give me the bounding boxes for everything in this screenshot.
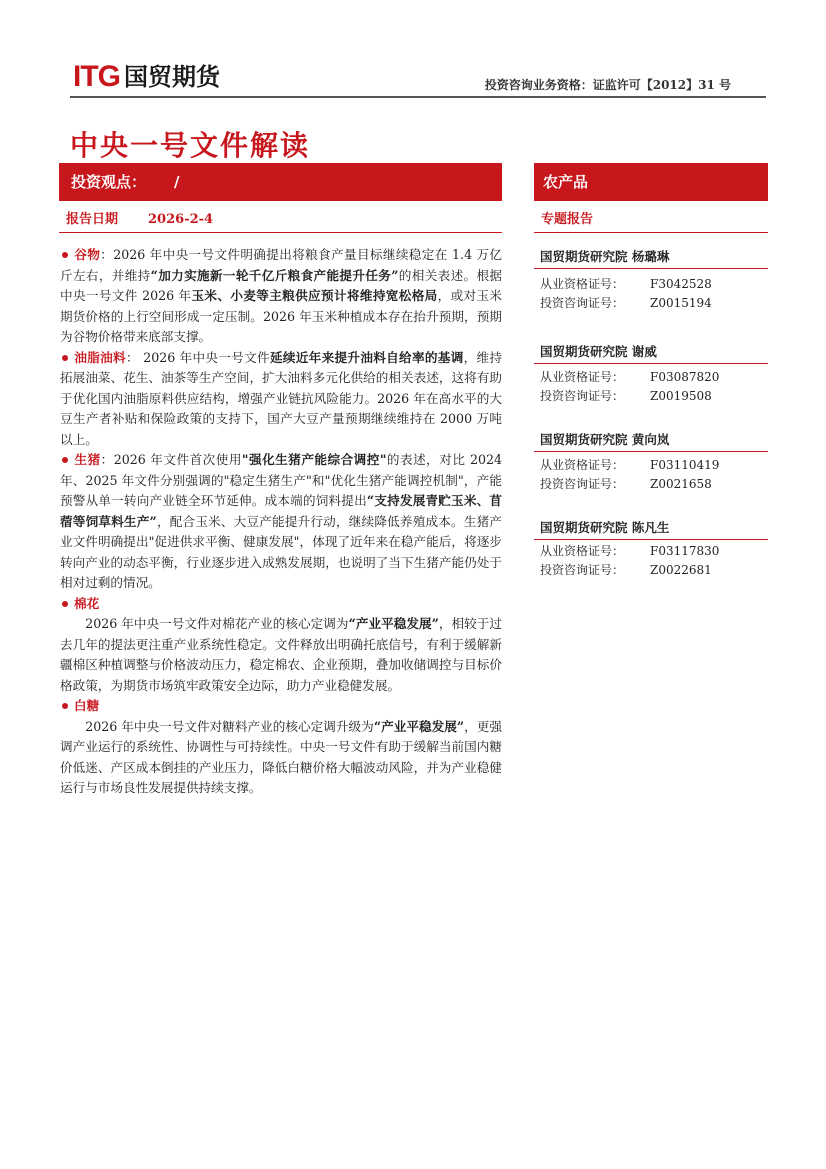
- date-divider: [59, 232, 502, 233]
- section-heading: 生猪: [74, 452, 101, 467]
- analyst-name: 国贸期货研究院 谢威: [540, 344, 657, 359]
- section-heading: 谷物: [74, 247, 101, 262]
- report-date-label: 报告日期: [66, 212, 119, 227]
- analyst-card: [540, 518, 766, 536]
- analyst-divider: [534, 451, 768, 452]
- bullet-icon: [62, 601, 68, 607]
- report-title: 中央一号文件解读: [70, 129, 311, 162]
- type-divider: [534, 232, 768, 233]
- analyst-divider: [534, 268, 768, 269]
- investment-view-value: /: [174, 173, 180, 191]
- analyst-divider: [534, 539, 768, 540]
- report-date-value: 2026-2-4: [148, 212, 214, 227]
- analyst-name: 国贸期货研究院 杨璐琳: [540, 249, 670, 264]
- investment-view-label: 投资观点：: [71, 173, 147, 191]
- bullet-icon: [62, 252, 68, 258]
- section-cotton-heading: [60, 594, 502, 615]
- analyst-divider: [534, 363, 768, 364]
- investment-view-bar: [59, 163, 502, 201]
- category-bar: [534, 163, 768, 201]
- header-divider: [70, 96, 766, 98]
- report-date: [66, 208, 213, 227]
- bullet-icon: [62, 355, 68, 361]
- analyst-card: [540, 342, 766, 360]
- analyst-name: 国贸期货研究院 黄向岚: [540, 432, 670, 447]
- logo-latin: ITG: [73, 60, 120, 93]
- qualification-text: 投资咨询业务资格：证监许可【2012】31 号: [484, 78, 731, 92]
- section-heading: 白糖: [74, 698, 100, 713]
- section-heading: 油脂油料: [74, 349, 126, 365]
- analyst-card: [540, 430, 766, 448]
- section-sugar: 2026 年中央一号文件对糖料产业的核心定调升级为“产业平稳发展”，更强调产业运行的系统性、协调性与可持续性。中央一号文件有助于缓解当前国内糖价低迷、产区成本倒挂的产业压力，降低白糖价格大幅波动风险，并为产业稳健运行与市场良性发展提供持续支撑。: [60, 718, 503, 795]
- section-heading: 棉花: [74, 595, 100, 611]
- report-type: 专题报告: [541, 212, 594, 227]
- logo-chinese: 国贸期货: [124, 63, 220, 91]
- category-label: 农产品: [543, 173, 589, 191]
- analyst-card: [540, 247, 766, 265]
- analyst-name: 国贸期货研究院 陈凡生: [540, 520, 670, 535]
- analyst-credentials: 从业资格证号： F03087820 投资咨询证号： Z0019508: [540, 370, 720, 403]
- analyst-credentials: 从业资格证号： F03110419 投资咨询证号： Z0021658: [540, 458, 720, 491]
- section-cotton: 2026 年中央一号文件对棉花产业的核心定调为“产业平稳发展”，相较于过去几年的提法更注重产业系统性稳定。文件释放出明确托底信号，有利于缓解新疆棉区种植调整与价格波动压力，稳定棉农、企业预期，叠加收储调控与目标价格政策，为期货市场筑牢政策安全边际，助力产业稳健发展。: [60, 616, 502, 693]
- main-content: [60, 245, 502, 799]
- section-oil: 油脂油料： 2026 年中央一号文件延续近年来提升油料自给率的基调，维持拓展油菜、花生、油茶等生产空间，扩大油料多元化供给的相关表述，这将有助于优化国内油脂原料供应结构，增强产业链抗风险能力。2026 年在高水平的大豆生产者补贴和保险政策的支持下，国产大豆产量预期继续维持在 2000 万吨以上。: [60, 349, 503, 447]
- company-logo: [73, 62, 220, 92]
- bullet-icon: [62, 457, 68, 463]
- analyst-credentials: 从业资格证号： F3042528 投资咨询证号： Z0015194: [540, 277, 712, 310]
- bullet-icon: [62, 703, 68, 709]
- section-sugar-heading: [60, 696, 502, 717]
- section-grain: 谷物：2026 年中央一号文件明确提出将粮食产量目标继续稳定在 1.4 万亿斤左右，并维持“加力实施新一轮千亿斤粮食产能提升任务”的相关表述。根据中央一号文件 2026 年玉米、小麦等主粮供应预计将维持宽松格局，或对玉米期货价格的上行空间形成一定压制。2026 年玉米种植成本存在抬升预期，预期为谷物价格带来底部支撑。: [60, 247, 503, 344]
- section-hog: 生猪：2026 年文件首次使用"强化生猪产能综合调控"的表述，对比 2024 年、2025 年文件分别强调的"稳定生猪生产"和"优化生猪产能调控机制"，产能预警从单一转向产业链全环节延伸。成本端的饲料提出“支持发展青贮玉米、苜蓿等饲草料生产”，配合玉米、大豆产能提升行动，继续降低养殖成本。生猪产业文件明确提出"促进供求平衡、健康发展"，体现了近年来在稳产能后，将逐步转向产业的动态平衡，行业逐步进入成熟发展期，也说明了当下生猪产能仍处于相对过剩的情况。: [60, 452, 503, 590]
- analyst-credentials: 从业资格证号： F03117830 投资咨询证号： Z0022681: [540, 544, 720, 577]
